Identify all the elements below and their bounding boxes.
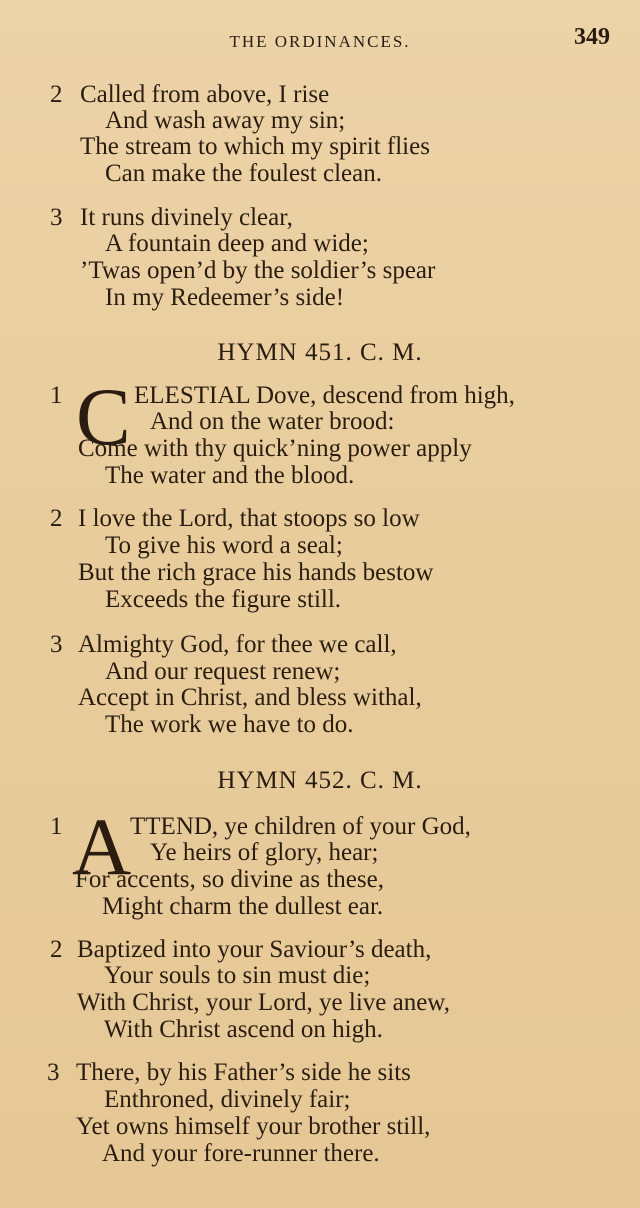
verse-line: Enthroned, divinely fair;: [104, 1086, 351, 1113]
verse-line: The water and the blood.: [105, 462, 355, 489]
verse-line: A fountain deep and wide;: [105, 230, 369, 257]
verse-line: It runs divinely clear,: [80, 204, 293, 231]
verse-number: 2: [50, 936, 63, 963]
verse-line: The stream to which my spirit flies: [80, 133, 430, 160]
verse-line: Ye heirs of glory, hear;: [150, 839, 379, 866]
verse-line: Baptized into your Saviour’s death,: [77, 936, 432, 963]
verse-line: Your souls to sin must die;: [104, 962, 371, 989]
verse-number: 2: [50, 81, 63, 108]
verse-line-first: [130, 814, 471, 839]
hymn-title: HYMN 452. C. M.: [217, 767, 423, 794]
verse-number: 1: [50, 382, 63, 409]
first-word: TTEND: [130, 813, 212, 840]
verse-line: , ye children of your God,: [211, 813, 471, 840]
verse-line: Exceeds the figure still.: [105, 586, 342, 613]
verse-number: 3: [47, 1059, 60, 1086]
running-head: THE ORDINANCES.: [229, 32, 411, 51]
verse-line-first: [134, 383, 515, 408]
verse-line: For accents, so divine as these,: [75, 866, 384, 893]
verse-line: ’Twas open’d by the soldier’s spear: [80, 257, 436, 284]
verse-line: Come with thy quick’ning power apply: [78, 435, 472, 462]
verse-line: To give his word a seal;: [105, 532, 343, 559]
verse-line: And wash away my sin;: [105, 107, 346, 134]
verse-line: Might charm the dullest ear.: [102, 893, 384, 920]
verse-line: Dove, descend from high,: [249, 382, 515, 409]
first-word: ELESTIAL: [134, 382, 250, 409]
verse-line: And our request renew;: [105, 658, 341, 685]
verse-line: In my Redeemer’s side!: [105, 284, 345, 311]
verse-line: With Christ, your Lord, ye live anew,: [77, 989, 450, 1016]
verse-line: Almighty God, for thee we call,: [78, 631, 397, 658]
drop-cap: A: [72, 801, 132, 892]
verse-line: But the rich grace his hands bestow: [78, 559, 434, 586]
verse-number: 3: [50, 204, 63, 231]
verse-number: 2: [50, 505, 63, 532]
verse-line: There, by his Father’s side he sits: [76, 1059, 411, 1086]
verse-line: And on the water brood:: [150, 408, 395, 435]
hymn-title: HYMN 451. C. M.: [217, 339, 423, 366]
verse-line: Can make the foulest clean.: [105, 160, 382, 187]
drop-cap: C: [76, 371, 131, 462]
verse-line: The work we have to do.: [105, 711, 354, 738]
verse-number: 3: [50, 631, 63, 658]
verse-line: And your fore-runner there.: [102, 1140, 380, 1167]
verse-line: Accept in Christ, and bless withal,: [78, 684, 422, 711]
verse-line: Called from above, I rise: [80, 81, 330, 108]
verse-number: 1: [50, 813, 63, 840]
verse-line: Yet owns himself your brother still,: [76, 1113, 431, 1140]
verse-line: I love the Lord, that stoops so low: [78, 505, 420, 532]
page-number: 349: [574, 24, 610, 50]
verse-line: With Christ ascend on high.: [104, 1016, 383, 1043]
